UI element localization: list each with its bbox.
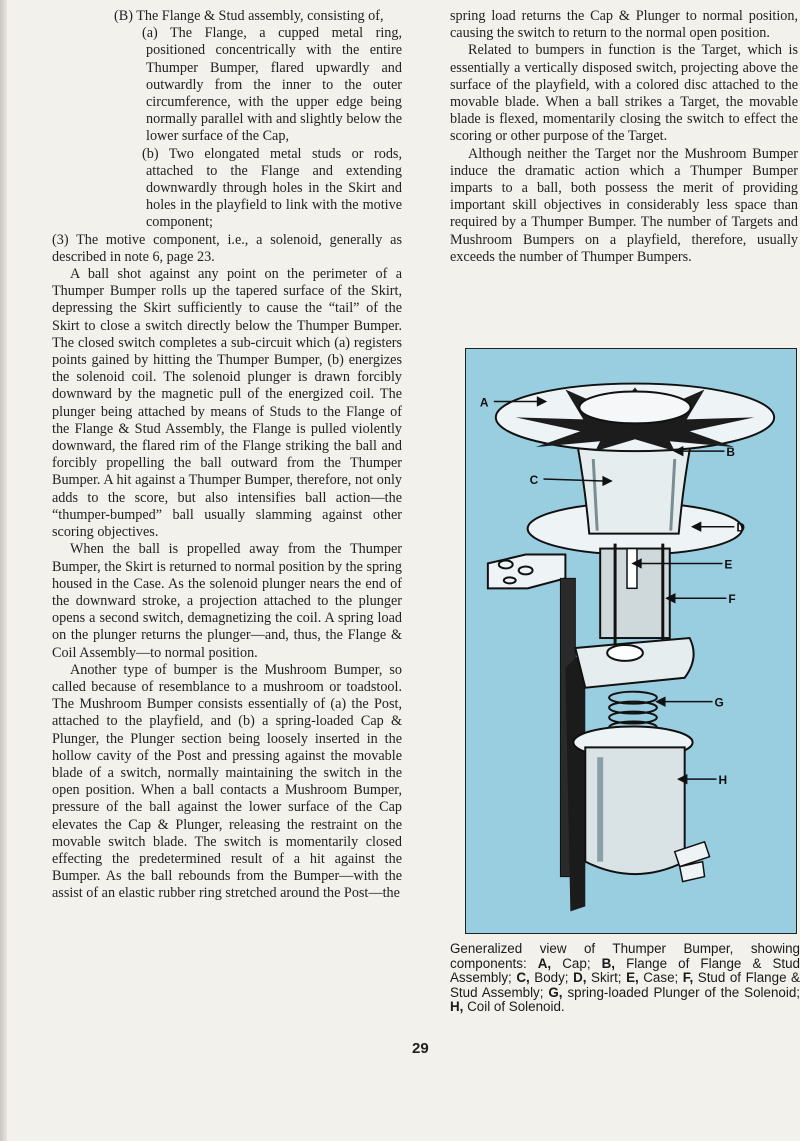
- caption-intro: Generalized view of Thumper Bumper, showing components:: [450, 941, 800, 971]
- label-f: F: [728, 592, 736, 607]
- label-e: E: [724, 557, 733, 572]
- case-stem: [627, 549, 637, 589]
- paragraph-ball-propelled: When the ball is propelled away from the Thumper Bumper, the Skirt is returned to normal position by the spring housed in the Case. As the solenoid plunger nears the end of the downward stroke, a projection attached to the plunger opens a second switch, demagnetizing the coil. A spring load on the plunger returns the plunger—and, thus, the Flange & Coil Assembly—to normal position.: [52, 541, 402, 661]
- mounting-bracket: [488, 555, 566, 589]
- label-h: H: [718, 773, 728, 788]
- caption-key-e: E,: [626, 970, 639, 986]
- caption-text-f: Stud of Flange & Stud Assembly;: [450, 970, 800, 1000]
- item-3-motive-component: (3) The motive component, i.e., a solenoid, generally as described in note 6, page 23.: [52, 231, 402, 265]
- paragraph-comparison: Although neither the Target nor the Mushroom Bumper induce the dramatic action which a Thumper Bumper imparts to a ball, both possess the merit of providing important skill objectives in considerably less space than required by a Thumper Bumper. The number of Targets and Mushroom Bumpers on a playfield, therefore, usually exceeds the number of Thumper Bumpers.: [450, 145, 798, 265]
- label-a: A: [479, 395, 489, 410]
- caption-text-c: Body;: [529, 970, 574, 986]
- caption-key-h: H,: [450, 999, 464, 1015]
- caption-key-f: F,: [682, 970, 694, 986]
- caption-key-d: D,: [573, 970, 587, 986]
- label-c: C: [529, 472, 539, 487]
- thumper-bumper-illustration: [465, 348, 797, 934]
- caption-key-a: A,: [537, 955, 552, 971]
- label-g: G: [714, 695, 724, 710]
- section-b-item-a: (a) The Flange, a cupped metal ring, positioned concentrically with the entire Thumper Bumper, flared upwardly and outwardly from the inner to the outer circumference, with the upper edge being normally parallel with and slightly below the lower surface of the Cap,: [142, 25, 402, 145]
- plate-hole-icon: [607, 645, 643, 661]
- paragraph-mushroom-bumper: Another type of bumper is the Mushroom Bumper, so called because of resemblance to a mushroom or toadstool. The Mushroom Bumper consists essentially of (a) the Post, attached to the playfield, and (b) a spring-loaded Cap & Plunger, the Plunger section being loosely inserted in the hollow cavity of the Post and pressing against the movable blade of a switch, normally maintaining the switch in the open position. When a ball contacts a Mushroom Bumper, pressure of the ball against the lower surface of the Cap elevates the Cap & Plunger, releasing the restraint on the movable switch blade. The switch is momentarily closed effecting the predetermined result of a hit against the Bumper. As the ball rebounds from the Bumper—with the assist of an elastic rubber ring stretched around the Post—the: [52, 661, 402, 902]
- caption-key-g: G,: [548, 984, 563, 1000]
- caption-text-g: spring-loaded Plunger of the Solenoid;: [562, 984, 800, 1000]
- paragraph-spring-load: spring load returns the Cap & Plunger to normal position, causing the switch to return to the normal open position.: [450, 8, 798, 42]
- caption-text-e: Case;: [638, 970, 683, 986]
- caption-text-h: Coil of Solenoid.: [463, 999, 565, 1015]
- caption-key-b: B,: [601, 955, 616, 971]
- paragraph-ball-shot: A ball shot against any point on the perimeter of a Thumper Bumper rolls up the tapered surface of the Skirt, depressing the Skirt sufficiently to cause the “tail” of the Skirt to close a switch directly below the Thumper Bumper. The closed switch completes a sub-circuit which (a) registers points gained by hitting the Thumper Bumper, (b) energizes the solenoid coil. The solenoid plunger is drawn forcibly downward by the magnetic pull of the energized coil. The plunger being attached by means of Studs to the Flange of the Flange & Stud Assembly, the Flange is pulled violently downward, the flared rim of the Flange striking the ball and forcibly propelling the ball outward from the Thumper Bumper. A hit against a Thumper Bumper, therefore, not only adds to the score, but also intensifies ball action—the “thumper-bumped” ball usually slamming against other scoring objectives.: [52, 266, 402, 541]
- figure-caption: [450, 942, 800, 1015]
- caption-text-b: Flange of Flange & Stud Assembly;: [450, 955, 800, 986]
- label-b: B: [726, 445, 736, 460]
- caption-text-d: Skirt;: [586, 970, 627, 986]
- right-text-column: [450, 8, 798, 266]
- caption-text-a: Cap;: [551, 955, 602, 971]
- section-b-heading: (B) The Flange & Stud assembly, consisting of,: [114, 8, 384, 24]
- cap-top: [579, 392, 690, 424]
- page-edge-shadow: [0, 0, 7, 1141]
- paragraph-target: Related to bumpers in function is the Target, which is essentially a vertically disposed switch, projecting above the surface of the playfield, with a colored disc attached to the movable blade. When a ball strikes a Target, the movable blade is flexed, momentarily closing the switch to effect the scoring or other purpose of the Target.: [450, 42, 798, 145]
- section-b-item-b: (b) Two elongated metal studs or rods, attached to the Flange and extending downwardly through holes in the Skirt and holes in the playfield to link with the motive component;: [142, 145, 402, 231]
- caption-key-c: C,: [516, 970, 530, 986]
- thumper-bumper-drawing: [466, 349, 796, 933]
- page-number: 29: [412, 1040, 429, 1057]
- label-d: D: [736, 520, 745, 535]
- left-text-column: [52, 8, 402, 903]
